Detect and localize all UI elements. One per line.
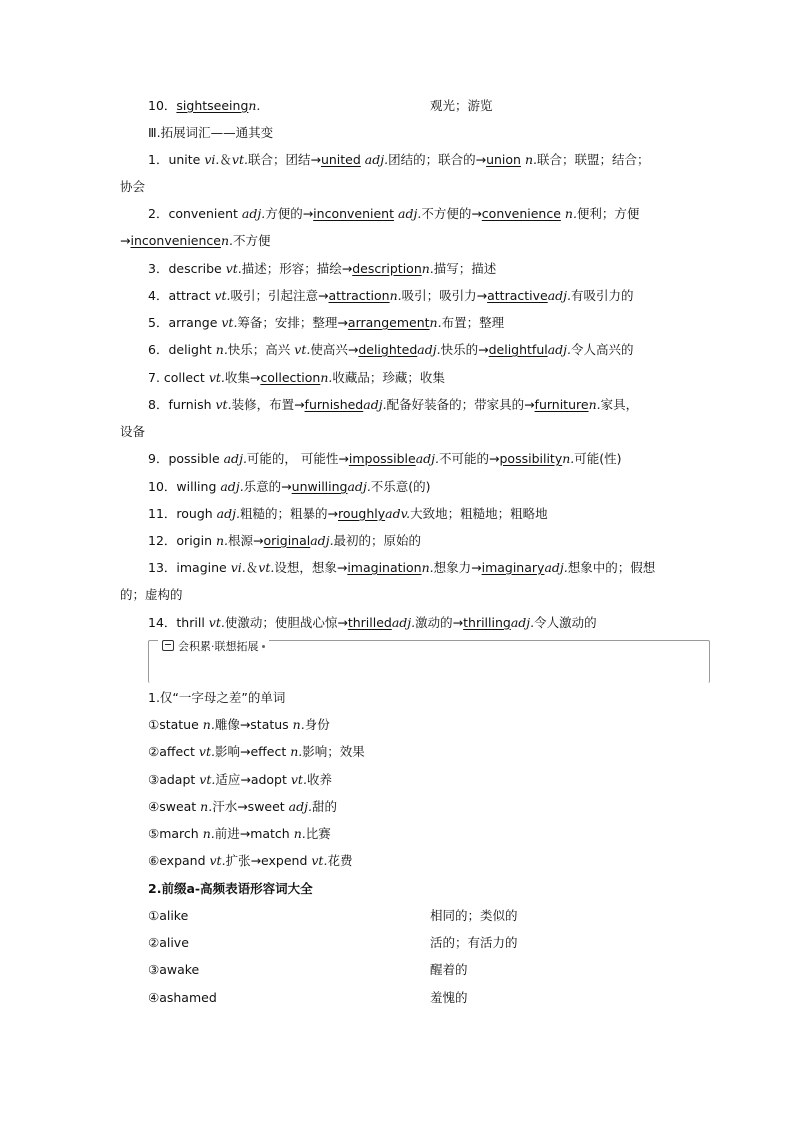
expand-item-11: 11．rough adj.粗糙的；粗暴的→roughlyadv.大致地；粗糙地；粗略地 [148, 506, 548, 521]
answer-word: description [352, 261, 422, 276]
dot-icon [262, 645, 265, 648]
diff-item-1: ①statue n.雕像→status n.身份 [148, 717, 330, 732]
answer-word: original [263, 533, 311, 548]
expand-item-1: 1．unite vi.＆vt.联合；团结→united adj.团结的；联合的→union n.联合；联盟；结合； [148, 152, 650, 167]
answer-word: union [486, 152, 521, 167]
prefix-meaning: 活的；有活力的 [430, 935, 518, 950]
box-tag-label: 会积累·联想拓展 [178, 640, 259, 653]
expand-item-1-cont: 协会 [120, 179, 146, 194]
diff-heading: 1.仅“一字母之差”的单词 [148, 690, 286, 705]
prefix-heading: 2.前缀a-高频表语形容词大全 [148, 881, 313, 896]
expand-item-2: 2．convenient adj.方便的→inconvenient adj.不方便的→convenience n.便利；方便 [148, 206, 640, 221]
answer-word: impossible [348, 451, 416, 466]
part-of-speech: n. [248, 98, 261, 113]
answer-word: thrilled [347, 615, 392, 630]
answer-word: sightseeing [176, 98, 249, 113]
prefix-word: ②alive [148, 935, 189, 950]
prefix-meaning: 羞愧的 [430, 990, 468, 1005]
prefix-meaning: 醒着的 [430, 962, 468, 977]
vocab-item-10-meaning: 观光；游览 [430, 98, 493, 113]
answer-word: imaginary [481, 560, 545, 575]
expand-item-2-cont: →inconveniencen.不方便 [120, 233, 271, 248]
answer-word: attractive [487, 288, 548, 303]
notebook-icon [162, 640, 174, 651]
expand-item-12: 12．origin n.根源→originaladj.最初的；原始的 [148, 533, 422, 548]
answer-word: unwilling [291, 479, 348, 494]
expand-item-5: 5．arrange vt.筹备；安排；整理→arrangementn.布置；整理 [148, 315, 505, 330]
expand-item-10: 10．willing adj.乐意的→unwillingadj.不乐意(的) [148, 479, 431, 494]
answer-word: inconvenient [313, 206, 395, 221]
section-heading: Ⅲ.拓展词汇——通其变 [148, 125, 274, 140]
answer-word: convenience [481, 206, 561, 221]
prefix-word: ④ashamed [148, 990, 217, 1005]
answer-word: furnished [304, 397, 364, 412]
prefix-meaning: 相同的；类似的 [430, 908, 518, 923]
answer-word: delightful [488, 342, 548, 357]
answer-word: collection [260, 370, 321, 385]
expand-item-8: 8．furnish vt.装修，布置→furnishedadj.配备好装备的；带家具的→furnituren.家具， [148, 397, 639, 412]
expand-item-13-cont: 的；虚构的 [120, 587, 183, 602]
answer-word: roughly [337, 506, 386, 521]
expand-item-3: 3．describe vt.描述；形容；描绘→descriptionn.描写；描述 [148, 261, 497, 276]
diff-item-5: ⑤march n.前进→match n.比赛 [148, 826, 331, 841]
diff-item-6: ⑥expand vt.扩张→expend vt.花费 [148, 853, 353, 868]
expand-item-9: 9．possible adj.可能的， 可能性→impossibleadj.不可能的→possibilityn.可能(性) [148, 451, 622, 466]
item-number: 10． [148, 98, 177, 113]
answer-word: imagination [347, 560, 422, 575]
answer-word: united [320, 152, 361, 167]
vocab-item-10 [148, 98, 260, 114]
answer-word: arrangement [347, 315, 430, 330]
expand-item-14: 14．thrill vt.使激动；使胆战心惊→thrilledadj.激动的→thrillingadj.令人激动的 [148, 615, 597, 630]
expand-item-8-cont: 设备 [120, 424, 146, 439]
answer-word: possibility [499, 451, 563, 466]
diff-item-2: ②affect vt.影响→effect n.影响；效果 [148, 744, 365, 759]
expand-item-13: 13．imagine vi.＆vt.设想，想象→imaginationn.想象力→imaginaryadj.想象中的；假想 [148, 560, 656, 575]
answer-word: furniture [534, 397, 589, 412]
diff-item-4: ④sweat n.汗水→sweet adj.甜的 [148, 799, 337, 814]
answer-word: delighted [358, 342, 418, 357]
prefix-word: ①alike [148, 908, 189, 923]
expand-item-4: 4．attract vt.吸引；引起注意→attractionn.吸引；吸引力→attractiveadj.有吸引力的 [148, 288, 634, 303]
answer-word: attraction [328, 288, 390, 303]
prefix-word: ③awake [148, 962, 200, 977]
answer-word: thrilling [463, 615, 511, 630]
answer-word: inconvenience [130, 233, 221, 248]
accumulate-box-tag [158, 640, 269, 654]
expand-item-7: 7. collect vt.收集→collectionn.收藏品；珍藏；收集 [148, 370, 445, 385]
diff-item-3: ③adapt vt.适应→adopt vt.收养 [148, 772, 332, 787]
expand-item-6: 6．delight n.快乐；高兴 vt.使高兴→delightedadj.快乐的→delightfuladj.令人高兴的 [148, 342, 634, 357]
